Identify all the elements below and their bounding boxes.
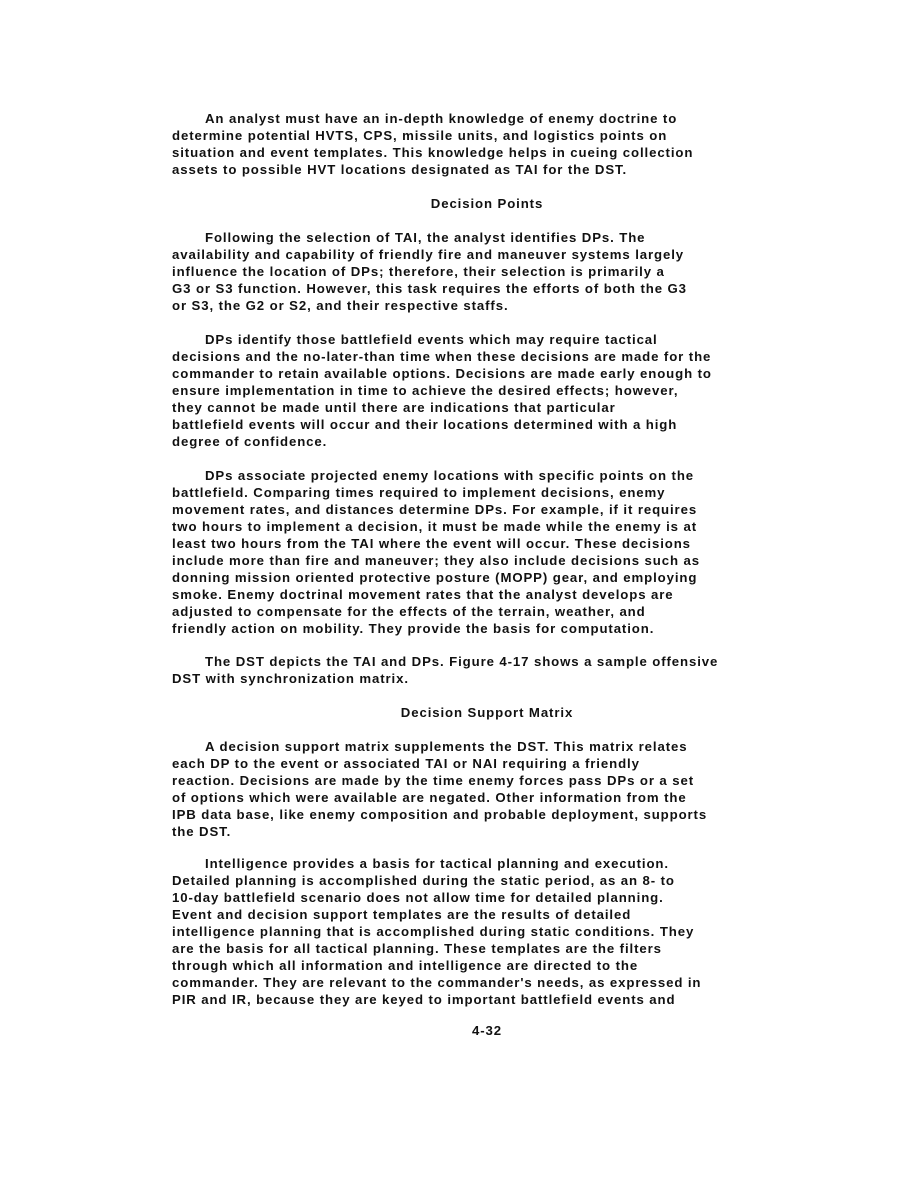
- section-heading-decision-points: Decision Points: [430, 196, 544, 211]
- text-line: IPB data base, like enemy composition and probable deployment, supports: [172, 807, 708, 822]
- text-line: smoke. Enemy doctrinal movement rates that the analyst develops are: [172, 587, 674, 602]
- text-line: availability and capability of friendly fire and maneuver systems largely: [172, 247, 685, 262]
- text-line: G3 or S3 function. However, this task requires the efforts of both the G3: [172, 281, 687, 296]
- text-line: adjusted to compensate for the effects of the terrain, weather, and: [172, 604, 646, 619]
- text-line: Detailed planning is accomplished during the static period, as an 8- to: [172, 873, 675, 888]
- text-line: battlefield events will occur and their locations determined with a high: [172, 417, 678, 432]
- text-line: influence the location of DPs; therefore, their selection is primarily a: [172, 264, 665, 279]
- text-line: commander. They are relevant to the commander's needs, as expressed in: [172, 975, 702, 990]
- text-line: movement rates, and distances determine DPs. For example, if it requires: [172, 502, 698, 517]
- text-line: DST with synchronization matrix.: [172, 671, 409, 686]
- text-line: A decision support matrix supplements the DST. This matrix relates: [205, 739, 688, 754]
- text-line: decisions and the no-later-than time when these decisions are made for the: [172, 349, 712, 364]
- text-line: of options which were available are negated. Other information from the: [172, 790, 687, 805]
- paragraph-dst-depicts: [172, 653, 812, 687]
- text-line: donning mission oriented protective posture (MOPP) gear, and employing: [172, 570, 698, 585]
- paragraph-dp-selection: [172, 229, 812, 314]
- text-line: An analyst must have an in-depth knowledge of enemy doctrine to: [205, 111, 678, 126]
- page-number: 4-32: [472, 1023, 502, 1038]
- text-line: least two hours from the TAI where the event will occur. These decisions: [172, 536, 691, 551]
- paragraph-intelligence: [172, 855, 812, 1008]
- text-line: DPs identify those battlefield events which may require tactical: [205, 332, 658, 347]
- text-line: determine potential HVTS, CPS, missile units, and logistics points on: [172, 128, 668, 143]
- paragraph-matrix: [172, 738, 812, 840]
- text-line: they cannot be made until there are indications that particular: [172, 400, 616, 415]
- paragraph-dp-identify: [172, 331, 812, 450]
- text-line: commander to retain available options. Decisions are made early enough to: [172, 366, 712, 381]
- text-line: through which all information and intelligence are directed to the: [172, 958, 639, 973]
- text-line: intelligence planning that is accomplished during static conditions. They: [172, 924, 695, 939]
- text-line: PIR and IR, because they are keyed to important battlefield events and: [172, 992, 676, 1007]
- text-line: Event and decision support templates are the results of detailed: [172, 907, 632, 922]
- text-line: are the basis for all tactical planning. These templates are the filters: [172, 941, 662, 956]
- text-line: reaction. Decisions are made by the time enemy forces pass DPs or a set: [172, 773, 694, 788]
- text-line: two hours to implement a decision, it must be made while the enemy is at: [172, 519, 697, 534]
- text-line: assets to possible HVT locations designated as TAI for the DST.: [172, 162, 628, 177]
- paragraph-dp-associate: [172, 467, 812, 637]
- text-line: battlefield. Comparing times required to implement decisions, enemy: [172, 485, 666, 500]
- text-line: ensure implementation in time to achieve the desired effects; however,: [172, 383, 679, 398]
- text-line: Intelligence provides a basis for tactical planning and execution.: [205, 856, 669, 871]
- text-line: the DST.: [172, 824, 232, 839]
- text-line: include more than fire and maneuver; they also include decisions such as: [172, 553, 700, 568]
- text-line: situation and event templates. This knowledge helps in cueing collection: [172, 145, 694, 160]
- text-line: each DP to the event or associated TAI or NAI requiring a friendly: [172, 756, 640, 771]
- text-line: or S3, the G2 or S2, and their respective staffs.: [172, 298, 509, 313]
- text-line: DPs associate projected enemy locations with specific points on the: [205, 468, 695, 483]
- text-line: degree of confidence.: [172, 434, 328, 449]
- text-line: 10-day battlefield scenario does not allow time for detailed planning.: [172, 890, 664, 905]
- text-line: Following the selection of TAI, the analyst identifies DPs. The: [205, 230, 646, 245]
- section-heading-decision-support-matrix: Decision Support Matrix: [400, 705, 574, 720]
- text-line: friendly action on mobility. They provide the basis for computation.: [172, 621, 655, 636]
- paragraph-intro: [172, 110, 812, 178]
- text-line: The DST depicts the TAI and DPs. Figure 4-17 shows a sample offensive: [205, 654, 719, 669]
